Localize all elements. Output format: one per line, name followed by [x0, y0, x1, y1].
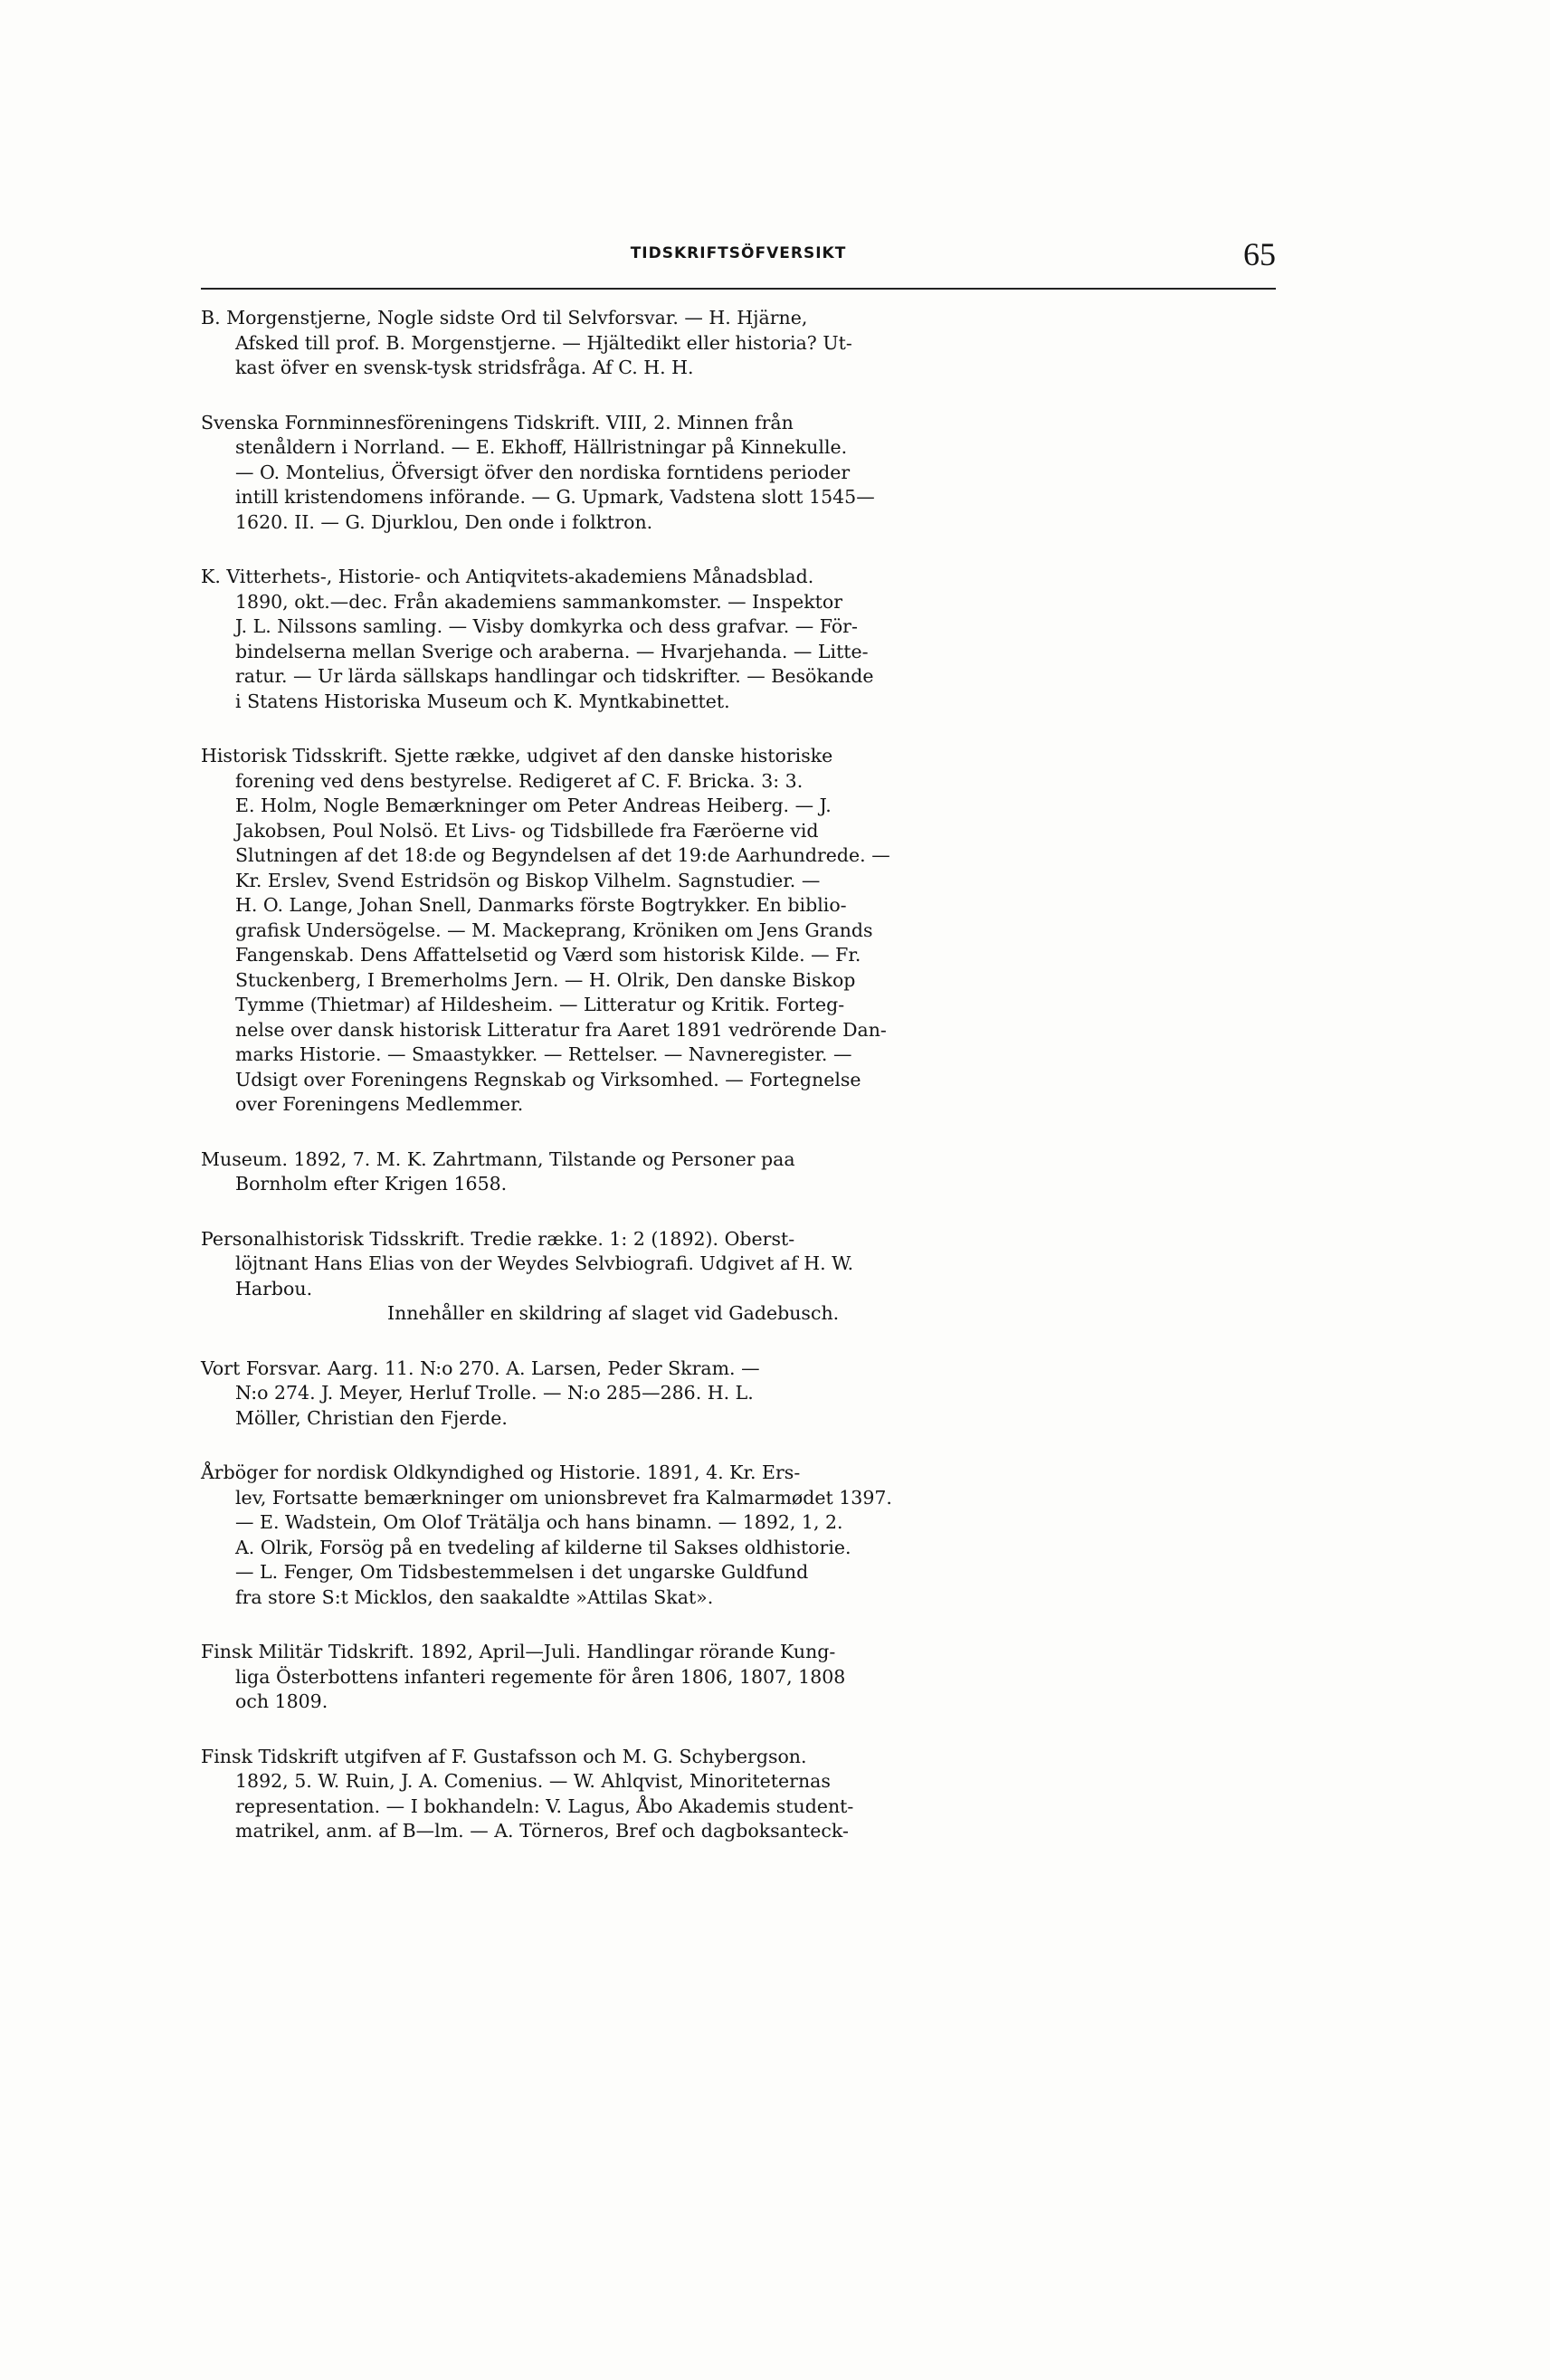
text-line: bindelserna mellan Sverige och araberna. — Hvarjehanda. — Litte- — [235, 640, 869, 662]
text-line: B. Morgenstjerne, Nogle sidste Ord til Selvforsvar. — H. Hjärne, — [201, 307, 808, 328]
text-line: H. O. Lange, Johan Snell, Danmarks förste Bogtrykker. En biblio- — [235, 894, 847, 916]
text-line: Jakobsen, Poul Nolsö. Et Livs- og Tidsbillede fra Færöerne vid — [235, 819, 819, 842]
text-line: — L. Fenger, Om Tidsbestemmelsen i det ungarske Guldfund — [235, 1561, 809, 1583]
entry-fornminnesforeningens-tidskrift — [201, 411, 1276, 536]
text-line: Finsk Tidskrift utgifven af F. Gustafsson och M. G. Schybergson. — [201, 1745, 807, 1767]
text-line: Kr. Erslev, Svend Estridsön og Biskop Vilhelm. Sagnstudier. — — [235, 869, 821, 891]
text-line: grafisk Undersögelse. — M. Mackeprang, Kröniken om Jens Grands — [235, 919, 873, 941]
entry-arboger — [201, 1461, 1276, 1610]
text-line: over Foreningens Medlemmer. — [235, 1093, 524, 1115]
text-line: stenåldern i Norrland. — E. Ekhoff, Hällristningar på Kinnekulle. — [235, 436, 848, 458]
text-line: N:o 274. J. Meyer, Herluf Trolle. — N:o 285—286. H. L. — [235, 1382, 754, 1404]
text-line: A. Olrik, Forsög på en tvedeling af kilderne til Sakses oldhistorie. — [235, 1536, 851, 1558]
text-line: Svenska Fornminnesföreningens Tidskrift. VIII, 2. Minnen från — [201, 411, 794, 433]
text-line: 1620. II. — G. Djurklou, Den onde i folktron. — [235, 510, 653, 533]
text-line: Stuckenberg, I Bremerholms Jern. — H. Olrik, Den danske Biskop — [235, 968, 856, 991]
entry-morgenstjerne — [201, 306, 1276, 381]
text-line: E. Holm, Nogle Bemærkninger om Peter Andreas Heiberg. — J. — [235, 795, 832, 816]
text-line: Bornholm efter Krigen 1658. — [235, 1173, 508, 1195]
text-line: intill kristendomens införande. — G. Upmark, Vadstena slott 1545— — [235, 486, 875, 508]
text-line: Fangenskab. Dens Affattelsetid og Værd som historisk Kilde. — Fr. — [235, 944, 861, 966]
text-line: kast öfver en svensk-tysk stridsfråga. Af C. H. H. — [235, 357, 694, 378]
text-line: liga Österbottens infanteri regemente för åren 1806, 1807, 1808 — [235, 1665, 846, 1688]
running-title: TIDSKRIFTSÖFVERSIKT — [630, 244, 847, 262]
text-line: Historisk Tidsskrift. Sjette række, udgivet af den danske historiske — [201, 745, 833, 766]
entry-finsk-tidskrift — [201, 1745, 1276, 1844]
page-header — [201, 236, 1276, 295]
text-line: Museum. 1892, 7. M. K. Zahrtmann, Tilstande og Personer paa — [201, 1147, 795, 1170]
text-line: ratur. — Ur lärda sällskaps handlingar och tidskrifter. — Besökande — [235, 665, 874, 687]
text-line: Slutningen af det 18:de og Begyndelsen af det 19:de Aarhundrede. — — [235, 844, 890, 866]
header-rule — [201, 288, 1276, 290]
entry-vort-forsvar — [201, 1357, 1276, 1432]
text-line: fra store S:t Micklos, den saakaldte »Attilas Skat». — [235, 1585, 714, 1608]
entry-note: Innehåller en skildring af slaget vid Gadebusch. — [387, 1302, 840, 1324]
text-line: och 1809. — [235, 1690, 328, 1712]
text-line: — O. Montelius, Öfversigt öfver den nordiska forntidens perioder — [235, 461, 851, 483]
text-line: 1890, okt.—dec. Från akademiens sammankomster. — Inspektor — [235, 590, 843, 613]
text-line: forening ved dens bestyrelse. Redigeret af C. F. Bricka. 3: 3. — [235, 769, 804, 792]
text-line: matrikel, anm. af B—lm. — A. Törneros, Bref och dagboksanteck- — [235, 1820, 849, 1842]
text-line: Harbou. — [235, 1277, 313, 1299]
text-line: Udsigt over Foreningens Regnskab og Virksomhed. — Fortegnelse — [235, 1068, 861, 1090]
entry-personalhistorisk-tidsskrift — [201, 1227, 1276, 1327]
entry-museum — [201, 1147, 1276, 1197]
text-line: K. Vitterhets-, Historie- och Antiqvitets-akademiens Månadsblad. — [201, 566, 814, 587]
text-line: i Statens Historiska Museum och K. Myntkabinettet. — [235, 690, 730, 712]
body-text — [201, 306, 1276, 1874]
entry-historisk-tidsskrift — [201, 744, 1276, 1118]
text-line: Personalhistorisk Tidsskrift. Tredie række. 1: 2 (1892). Oberst- — [201, 1227, 795, 1250]
text-line: J. L. Nilssons samling. — Visby domkyrka och dess grafvar. — För- — [235, 615, 858, 637]
text-line: 1892, 5. W. Ruin, J. A. Comenius. — W. Ahlqvist, Minoriteternas — [235, 1770, 831, 1792]
text-line: representation. — I bokhandeln: V. Lagus, Åbo Akademis student- — [235, 1795, 854, 1817]
text-line: löjtnant Hans Elias von der Weydes Selvbiografi. Udgivet af H. W. — [235, 1252, 854, 1274]
text-line: Möller, Christian den Fjerde. — [235, 1406, 508, 1429]
text-line: — E. Wadstein, Om Olof Trätälja och hans binamn. — 1892, 1, 2. — [235, 1511, 843, 1533]
text-line: Afsked till prof. B. Morgenstjerne. — Hjältedikt eller historia? Ut- — [235, 331, 852, 354]
page-number: 65 — [1243, 236, 1276, 272]
text-line: Tymme (Thietmar) af Hildesheim. — Litteratur og Kritik. Forteg- — [235, 994, 845, 1015]
text-line: Vort Forsvar. Aarg. 11. N:o 270. A. Larsen, Peder Skram. — — [201, 1357, 760, 1379]
text-line: Årböger for nordisk Oldkyndighed og Historie. 1891, 4. Kr. Ers- — [201, 1461, 801, 1483]
entry-manadsblad — [201, 565, 1276, 714]
text-line: Finsk Militär Tidskrift. 1892, April—Juli. Handlingar rörande Kung- — [201, 1641, 836, 1662]
text-line: marks Historie. — Smaastykker. — Rettelser. — Navneregister. — — [235, 1043, 852, 1065]
text-line: nelse over dansk historisk Litteratur fra Aaret 1891 vedrörende Dan- — [235, 1018, 887, 1041]
text-line: lev, Fortsatte bemærkninger om unionsbrevet fra Kalmarmødet 1397. — [235, 1486, 892, 1509]
entry-finsk-militar-tidskrift — [201, 1640, 1276, 1715]
